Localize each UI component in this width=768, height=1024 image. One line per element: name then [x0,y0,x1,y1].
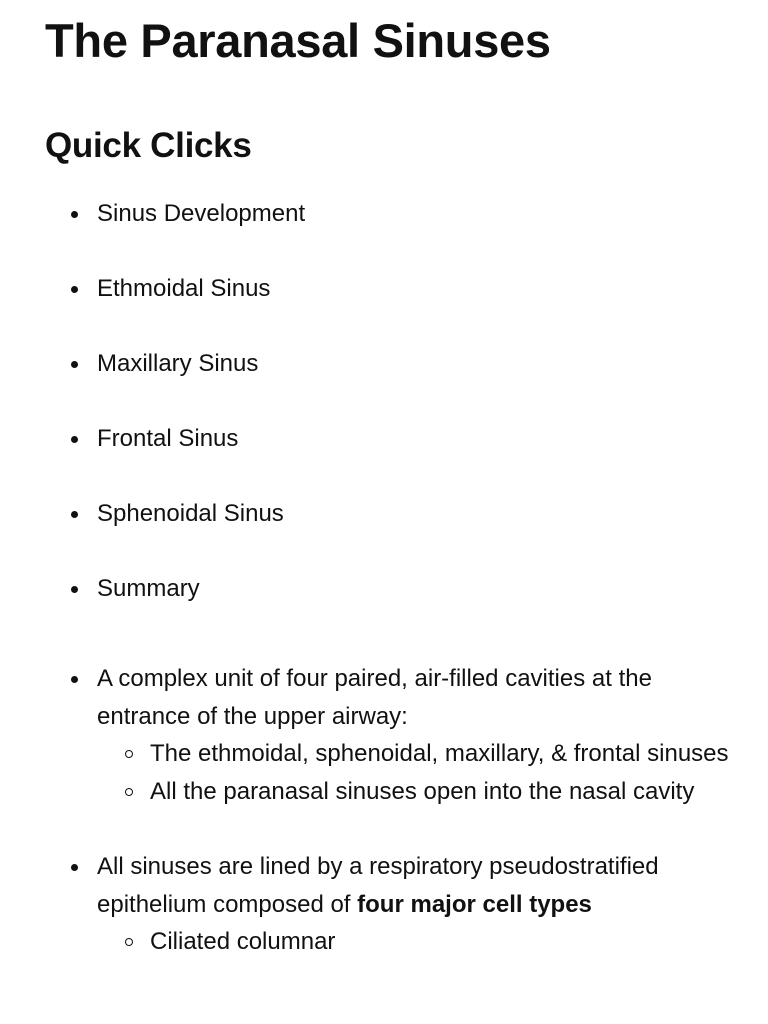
circle-bullet-icon [125,938,133,946]
list-item-text: A complex unit of four paired, air-filled cavities at the entrance of the upper airway: [97,665,652,730]
bullet-icon [71,586,78,593]
sublist-item [150,735,737,773]
sublist-item-text: Ciliated columnar [150,928,336,955]
list-item-text-plain: All sinuses are lined by a respiratory pseudostratified epithelium composed of [97,853,659,918]
bullet-icon [71,436,78,443]
list-item [97,848,737,961]
quick-clicks-heading: Quick Clicks [45,126,252,165]
quick-link-sinus-development[interactable] [97,199,305,229]
sublist [97,923,737,961]
sublist-item-text: The ethmoidal, sphenoidal, maxillary, & frontal sinuses [150,740,729,767]
quick-link-ethmoidal-sinus[interactable] [97,274,270,304]
list-item-text [97,848,737,923]
quick-link-label[interactable]: Ethmoidal Sinus [97,275,271,302]
bullet-icon [71,211,78,218]
sublist [97,735,737,810]
sublist-item [150,923,737,961]
circle-bullet-icon [125,750,133,758]
quick-link-label[interactable]: Summary [97,575,200,602]
quick-link-summary[interactable] [97,574,200,604]
list-item [97,660,737,810]
quick-link-frontal-sinus[interactable] [97,424,238,454]
content-list [97,660,737,961]
sublist-item-text: All the paranasal sinuses open into the nasal cavity [150,777,695,805]
bullet-icon [71,361,78,368]
bullet-icon [71,676,78,683]
quick-link-label[interactable]: Maxillary Sinus [97,350,259,377]
quick-link-sphenoidal-sinus[interactable] [97,499,284,529]
page-title: The Paranasal Sinuses [45,14,551,67]
bold-emphasis: four major cell types [357,890,592,918]
bullet-icon [71,864,78,871]
bullet-icon [71,286,78,293]
circle-bullet-icon [125,788,133,796]
bullet-icon [71,511,78,518]
quick-link-maxillary-sinus[interactable] [97,349,258,379]
quick-link-label[interactable]: Frontal Sinus [97,425,239,452]
sublist-item [150,773,737,811]
quick-link-label[interactable]: Sphenoidal Sinus [97,500,284,527]
quick-link-label[interactable]: Sinus Development [97,200,306,227]
